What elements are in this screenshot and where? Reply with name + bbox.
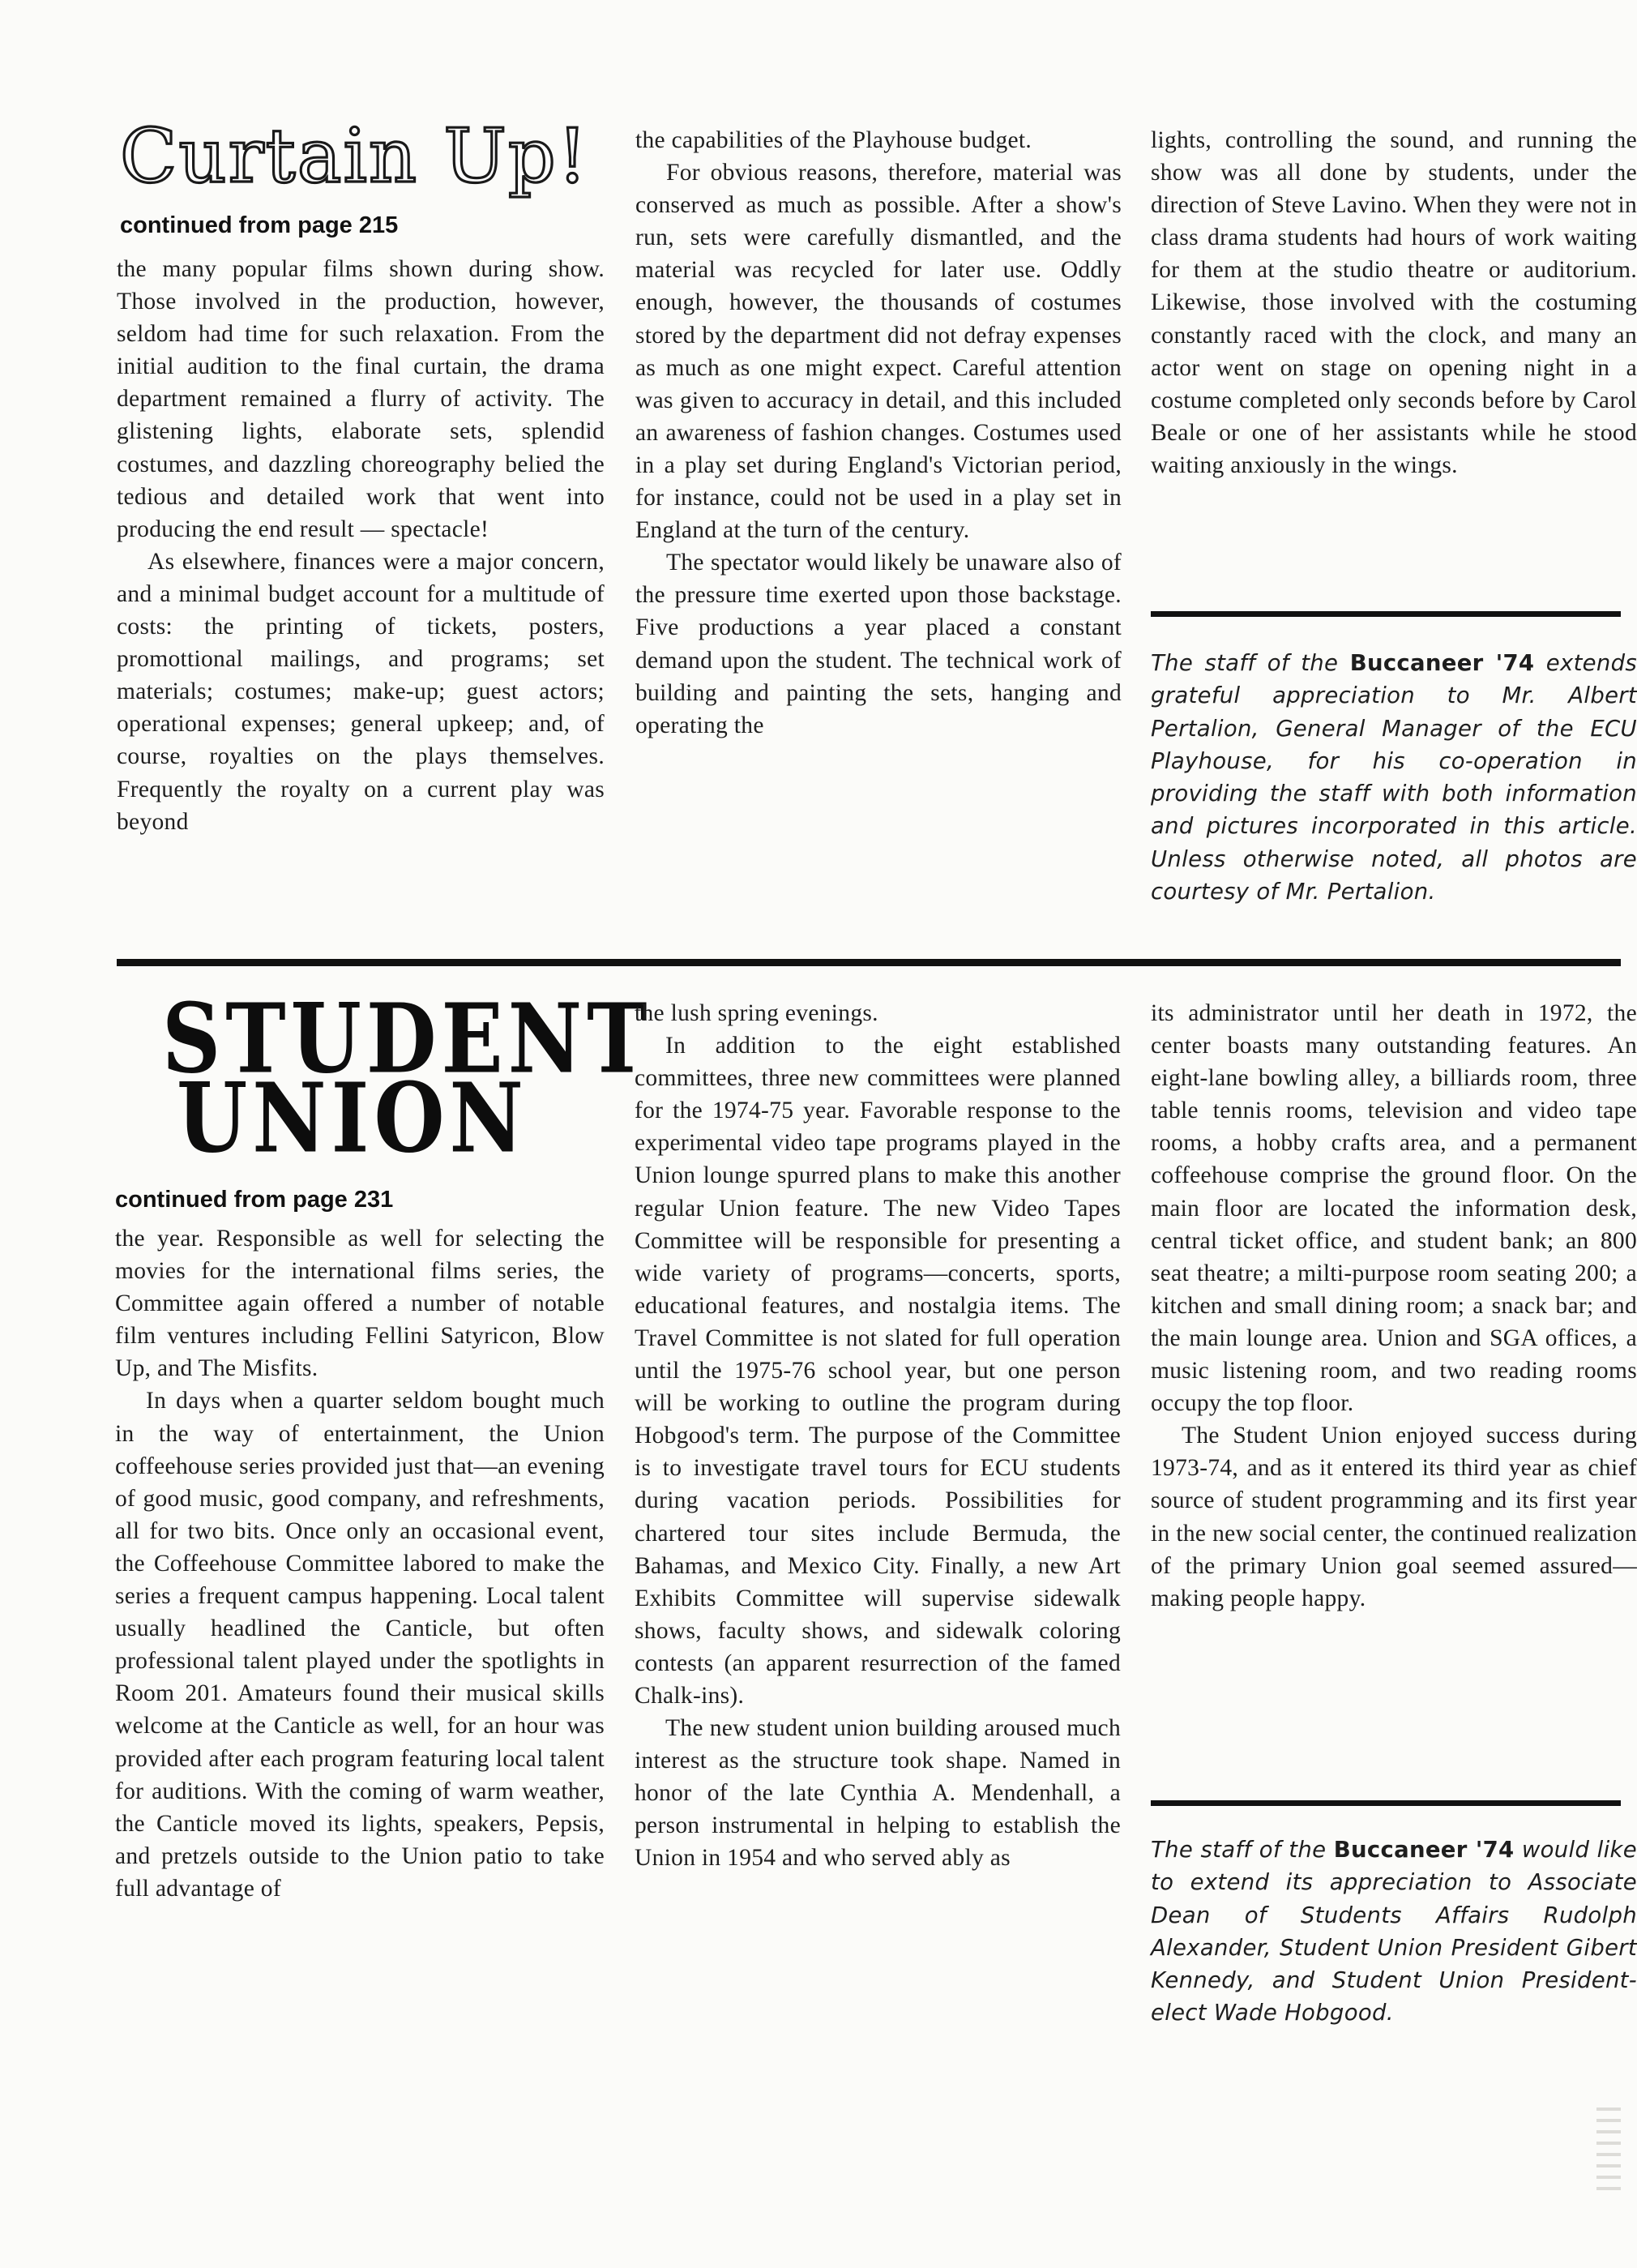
curtain-continued-label: continued from page 215	[120, 212, 399, 238]
union-col2-para-3: The new student union building aroused much interest as the structure took shape. Named in honor of the late Cynthia A. Mendenhall, a person instrumental in helping to establish the Union in 1954 and who served ably as	[635, 1715, 1121, 1872]
union-col3-para-1: its administrator until her death in 1972, the center boasts many outstanding features. An eight-lane bowling alley, a billiards room, three table tennis rooms, television and video tape rooms, a hobby crafts area, and a permanent coffeehouse comprise the ground floor. On the main floor are located the information desk, central ticket office, and student bank; an 800 seat theatre; a milti-purpose room seating 200; a kitchen and small dining room; a snack bar; and the main lounge area. Union and SGA offices, a music listening room, and two reading rooms occupy the top floor.	[1151, 1000, 1637, 1417]
union-continued-label: continued from page 231	[115, 1187, 394, 1213]
curtain-acknowledgement	[1151, 647, 1637, 939]
union-column-3	[1151, 997, 1637, 1791]
union-ack-divider	[1151, 1800, 1621, 1806]
curtain-column-1	[117, 253, 605, 942]
curtain-col2-para-1: the capabilities of the Playhouse budget.	[635, 127, 1032, 153]
curtain-column-2	[635, 124, 1122, 943]
curtain-col2-para-3: The spectator would likely be unaware also of the pressure time exerted upon those backstage. Five productions a year placed a constant demand upon the student. The technical work of building and painting the sets, hanging and operating the	[635, 550, 1122, 738]
curtain-col1-para-2: As elsewhere, finances were a major concern, and a minimal budget account for a multitude of costs: the printing of tickets, posters, promottional mailings, and programs; set materials; costumes; make-up; guest actors; operational expenses; general upkeep; and, of course, royalties on the plays themselves. Frequently the royalty on a current play was beyond	[117, 548, 605, 835]
student-union-title-line-2: UNION	[177, 1061, 528, 1175]
union-ack-post: would like to extend its appreciation to Associate Dean of Students Affairs Rudolph Alexander, Student Union President Gibert Kennedy, and Student Union President-elect Wade Hobgood.	[1151, 1837, 1637, 2026]
curtain-col3-para-1: lights, controlling the sound, and running the show was all done by students, under the direction of Steve Lavino. When they were not in class drama students had hours of work waiting for them at the studio theatre or auditorium. Likewise, those involved with the costuming constantly raced with the clock, and many an actor went on stage on opening night in a costume completed only seconds before by Carol Beale or one of her assistants while he stood waiting anxiously in the wings.	[1151, 127, 1637, 478]
union-ack-yearbook-name: Buccaneer '74	[1333, 1837, 1515, 1863]
union-col1-para-1: the year. Responsible as well for selecting the movies for the international films series, the Committee again offered a number of notable film ventures including Fellini Satyricon, Blow Up, and The Misfits.	[115, 1226, 605, 1382]
binding-edge-shadow	[1596, 2099, 1621, 2197]
curtain-ack-pre: The staff of the	[1151, 650, 1350, 676]
curtain-ack-post: extends grateful appreciation to Mr. Albert Pertalion, General Manager of the ECU Playhouse, for his co-operation in providing the staff with both information and pictures incorporated in this article. Unless otherwise noted, all photos are courtesy of Mr. Pertalion.	[1151, 650, 1637, 905]
curtain-up-title: Curtain Up!	[120, 113, 589, 199]
union-col2-para-2: In addition to the eight established committees, three new committees were planned for the 1974-75 year. Favorable response to the experimental video tape programs played in the Union lounge spurred plans to make this another regular Union feature. The new Video Tapes Committee will be responsible for presenting a wide variety of programs—concerts, sports, educational features, and nostalgia items. The Travel Committee is not slated for full operation until the 1975-76 school year, but one person will be working to outline the program during Hobgood's term. The purpose of the Committee is to investigate travel tours for ECU students during vacation periods. Possibilities for chartered tour sites include Bermuda, the Bahamas, and Mexico City. Finally, a new Art Exhibits Committee will supervise sidewalk shows, faculty shows, and sidewalk coloring contests (an apparent resurrection of the famed Chalk-ins).	[635, 1033, 1121, 1709]
union-col3-para-2: The Student Union enjoyed success during 1973-74, and as it entered its third year as chief source of student programming and its first year in the new social center, the continued realization of the primary Union goal seemed assured—making people happy.	[1151, 1423, 1637, 1611]
curtain-ack-yearbook-name: Buccaneer '74	[1349, 650, 1535, 676]
union-column-2	[635, 997, 1121, 2266]
curtain-col2-para-2: For obvious reasons, therefore, material was conserved as much as possible. After a show's run, sets were carefully dismantled, and the material was recycled for later use. Oddly enough, however, the thousands of costumes stored by the department did not defray expenses as much as one might expect. Careful attention was given to accuracy in detail, and this included an awareness of fashion changes. Costumes used in a play set during England's Victorian period, for instance, could not be used in a play set in England at the turn of the century.	[635, 160, 1122, 544]
union-column-1	[115, 1222, 605, 2268]
section-divider	[117, 959, 1621, 966]
curtain-ack-divider	[1151, 611, 1621, 617]
student-union-title-line-1: STUDENT	[162, 982, 652, 1095]
curtain-col1-para-1: the many popular films shown during show. Those involved in the production, however, seldom had time for such relaxation. From the initial audition to the final curtain, the drama department remained a flurry of activity. The glistening lights, elaborate sets, splendid costumes, and dazzling choreography belied the tedious and detailed work that went into producing the end result — spectacle!	[117, 256, 605, 542]
union-col2-para-1: the lush spring evenings.	[635, 1000, 878, 1026]
union-col1-para-2: In days when a quarter seldom bought much in the way of entertainment, the Union coffeehouse series provided just that—an evening of good music, good company, and refreshments, all for two bits. Once only an occasional event, the Coffeehouse Committee labored to make the series a frequent campus happening. Local talent usually headlined the Canticle, but often professional talent played under the spotlights in Room 201. Amateurs found their musical skills welcome at the Canticle as well, for an hour was provided after each program featuring local talent for auditions. With the coming of warm weather, the Canticle moved its lights, speakers, Pepsis, and pretzels outside to the Union patio to take full advantage of	[115, 1388, 605, 1902]
union-ack-pre: The staff of the	[1151, 1837, 1334, 1863]
union-acknowledgement	[1151, 1834, 1637, 2158]
curtain-column-3	[1151, 124, 1637, 586]
